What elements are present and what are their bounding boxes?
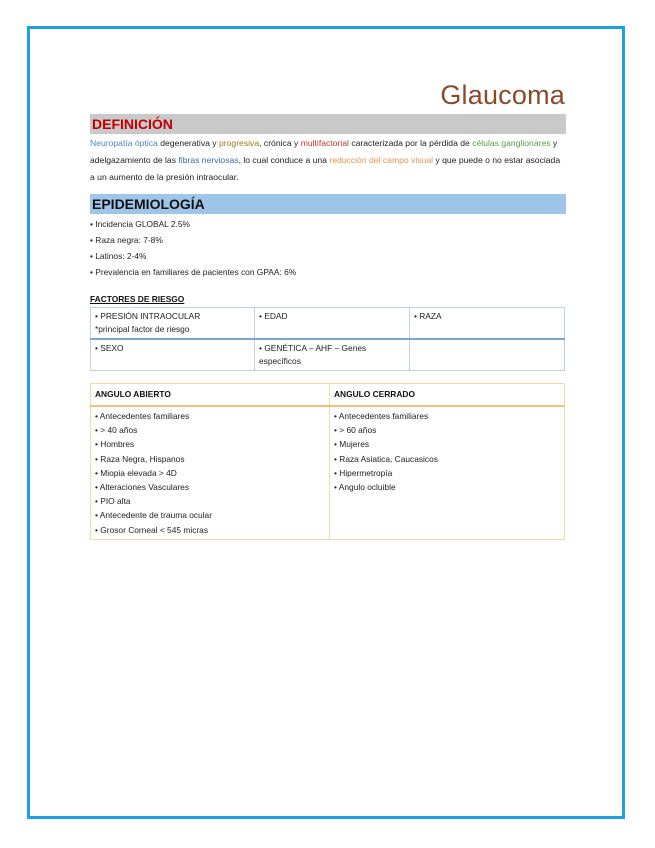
abierto-heading: ANGULO ABIERTO [91, 384, 330, 407]
list-item: • Incidencia GLOBAL 2.5% [90, 216, 296, 232]
factores-heading: FACTORES DE RIESGO [90, 294, 185, 304]
table-row [91, 406, 565, 539]
table-cell [91, 339, 255, 371]
abierto-cell [91, 406, 330, 539]
definicion-heading: DEFINICIÓN [90, 114, 566, 134]
list-item: • Mujeres [334, 437, 560, 451]
table-header-row [91, 384, 565, 407]
list-item: • Alteraciones Vasculares [95, 480, 325, 494]
list-item: • Antecedente de trauma ocular [95, 508, 245, 522]
definicion-key-term: progresiva [219, 138, 260, 148]
epidemiologia-list [90, 216, 296, 280]
list-item: • > 60 años [334, 423, 560, 437]
list-item: • Miopia elevada > 4D [95, 466, 325, 480]
cell-text: • SEXO [95, 343, 124, 353]
list-item: • Prevalencia en familiares de pacientes con GPAA: 6% [90, 264, 296, 280]
cerrado-cell [330, 406, 565, 539]
definicion-text-part: degenerativa y [157, 138, 219, 148]
list-item: • Antecedentes familiares [95, 409, 325, 423]
table-cell [255, 339, 410, 371]
list-item: • > 40 años [95, 423, 325, 437]
cerrado-heading: ANGULO CERRADO [330, 384, 565, 407]
list-item: • Raza Negra, Hispanos [95, 452, 325, 466]
cell-text: • GENÉTICA – AHF – Genes [259, 343, 367, 353]
table-row [91, 308, 565, 340]
list-item: • Hipermetropía [334, 466, 560, 480]
definicion-text-part: y que puede o no estar asociada a un aumento de la presión intraocular. [90, 155, 561, 182]
angulos-table [90, 383, 565, 540]
definicion-text-part: , lo cual conduce a una [238, 155, 330, 165]
definicion-text-part: , crónica y [259, 138, 301, 148]
definicion-text-part: caracterizada por la pérdida de [348, 138, 473, 148]
epidemiologia-heading: EPIDEMIOLOGÍA [90, 194, 566, 214]
cell-text: • EDAD [259, 311, 288, 321]
table-row [91, 339, 565, 371]
definicion-key-term: multifactorial [300, 138, 349, 148]
list-item: • PIO alta [95, 494, 325, 508]
definicion-key-term: células ganglionares [472, 138, 551, 148]
list-item: • Angulo ocluible [334, 480, 560, 494]
cell-text: específicos [259, 356, 301, 366]
list-item: • Antecedentes familiares [334, 409, 560, 423]
definicion-text-part: y adelgazamiento de las [90, 138, 558, 165]
definicion-text [90, 135, 566, 186]
table-cell [255, 308, 410, 340]
table-cell [410, 308, 565, 340]
list-item: • Latinos: 2-4% [90, 248, 296, 264]
factores-table [90, 307, 565, 371]
definicion-key-term: fibras nerviosas [178, 155, 239, 165]
cell-text: *principal factor de riesgo [95, 324, 190, 334]
list-item: • Grosor Corneal < 545 micras [95, 523, 325, 537]
abierto-list [95, 409, 325, 537]
cell-text: • PRESIÓN INTRAOCULAR [95, 311, 201, 321]
list-item: • Hombres [95, 437, 325, 451]
list-item: • Raza Asiatica, Caucasicos [334, 452, 560, 466]
definicion-key-term: reducción del campo visual [329, 155, 434, 165]
list-item: • Raza negra: 7-8% [90, 232, 296, 248]
cell-text: • RAZA [414, 311, 442, 321]
table-cell [91, 308, 255, 340]
table-cell [410, 339, 565, 371]
cerrado-list [334, 409, 560, 494]
definicion-key-term: Neuropatía óptica [90, 138, 158, 148]
page-title: Glaucoma [440, 80, 565, 110]
